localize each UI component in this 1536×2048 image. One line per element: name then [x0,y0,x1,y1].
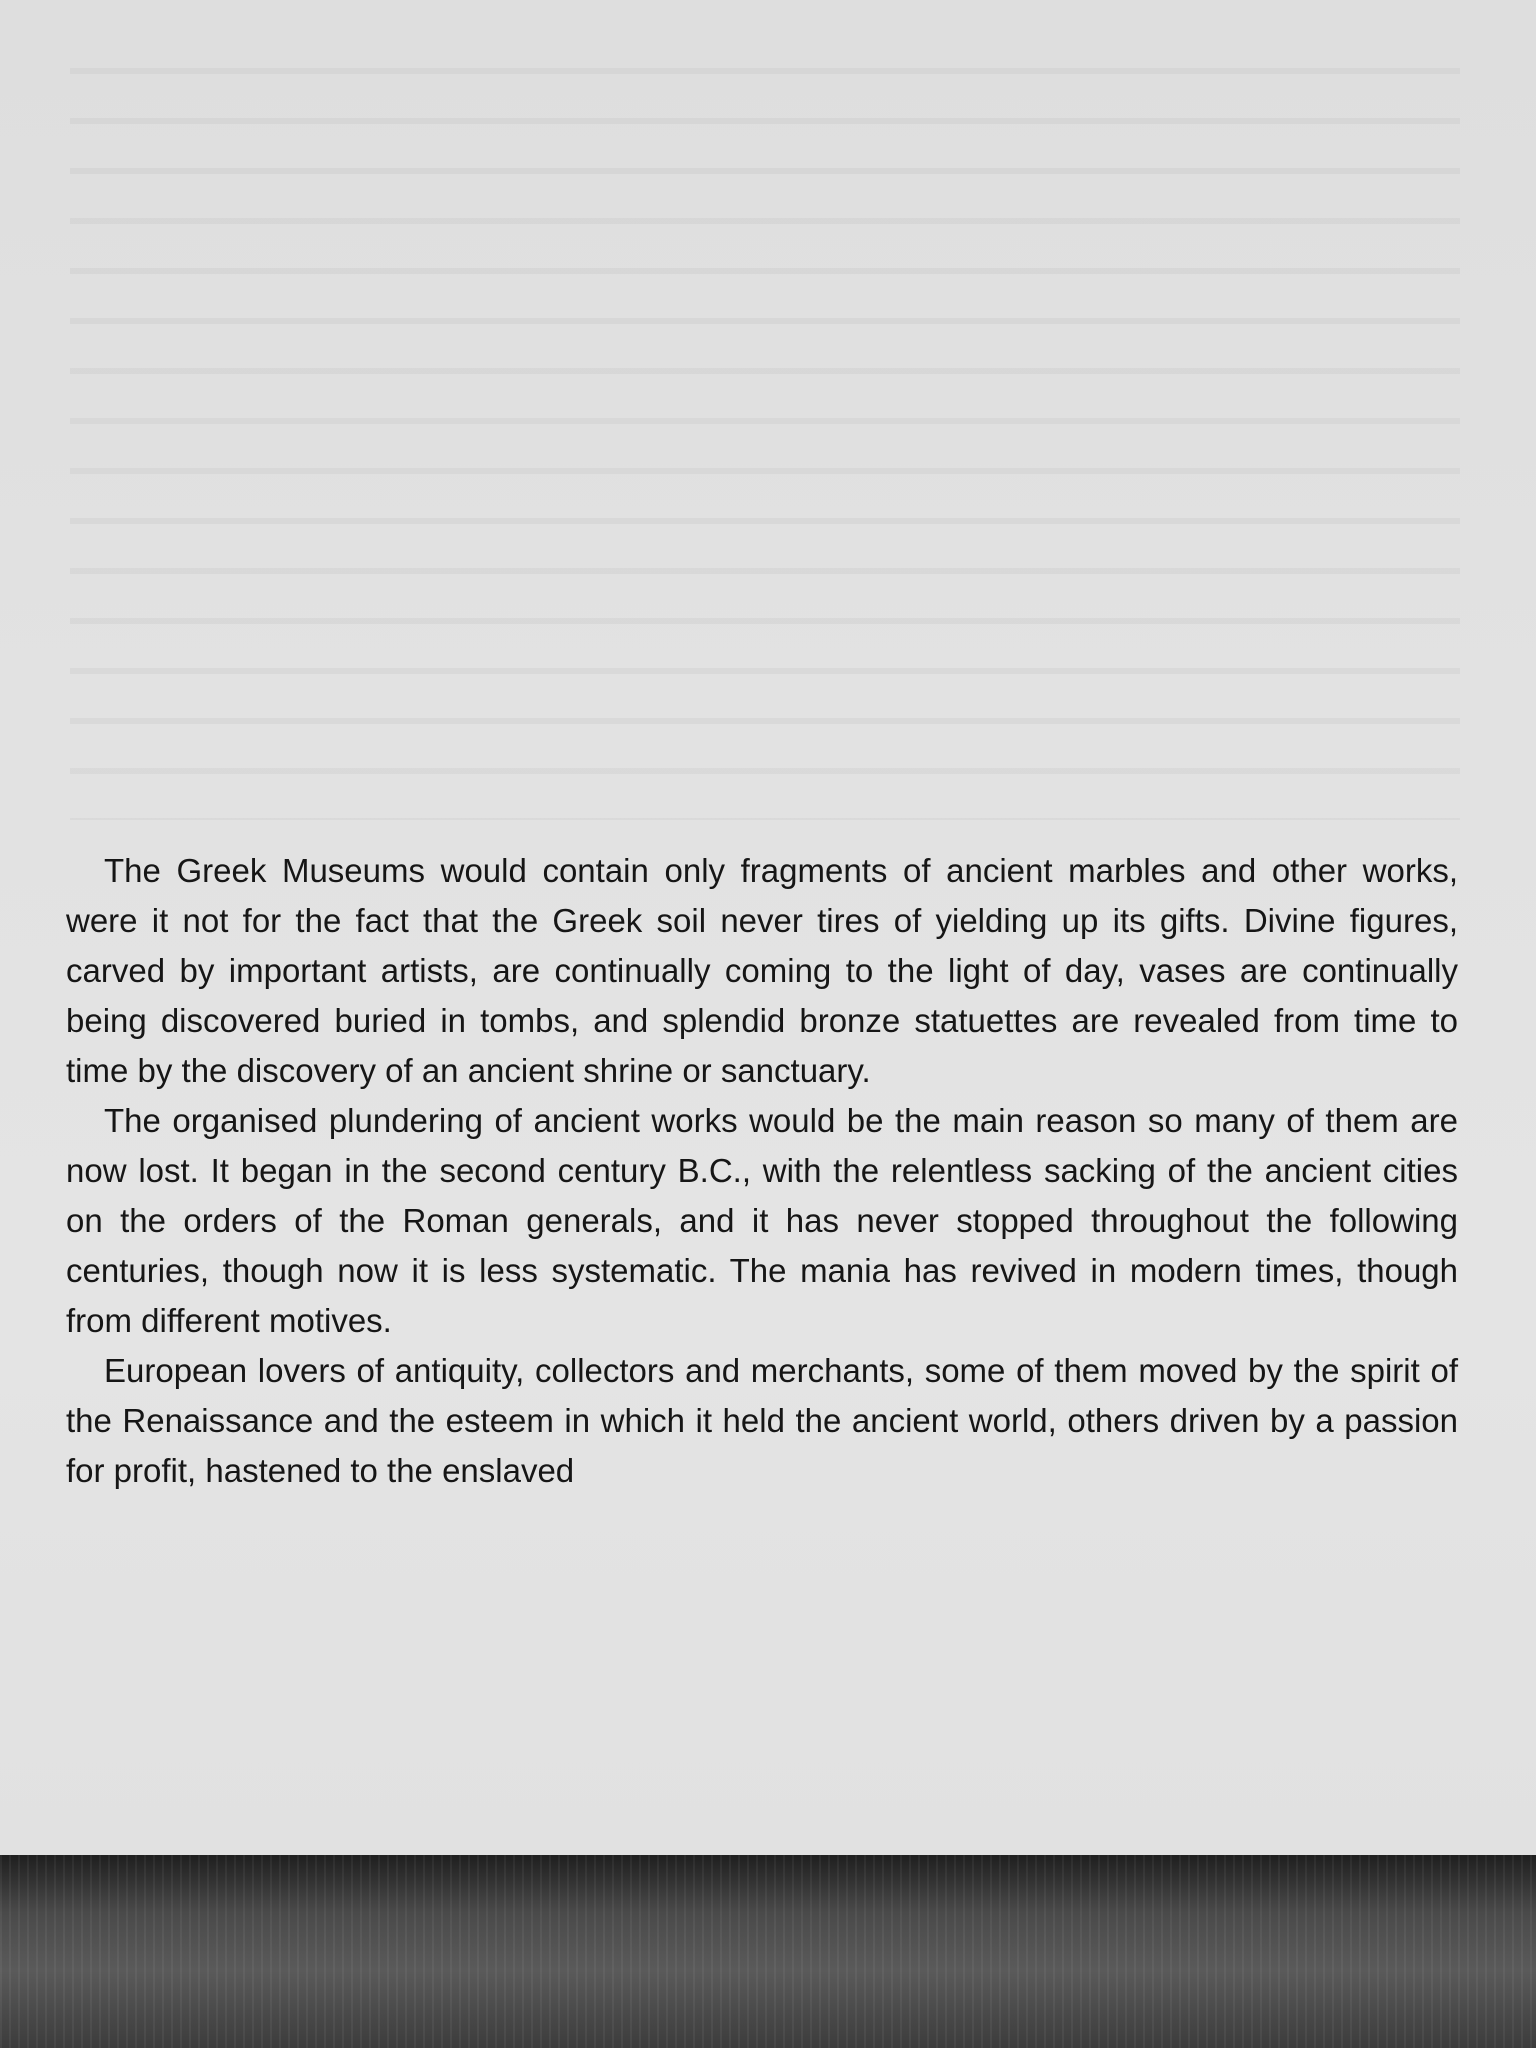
paragraph: European lovers of antiquity, collectors and merchants, some of them moved by the spirit of the Renaissance and the esteem in which it held the ancient world, others driven by a passion for profit, hastened to the enslaved [66,1352,1458,1489]
table-surface [0,1855,1536,2048]
show-through-text [70,40,1460,820]
paragraph: The organised plundering of ancient works would be the main reason so many of them are now lost. It began in the second century B.C., with the relentless sacking of the ancient cities on the orders of the Roman generals, and it has never stopped throughout the following centuries, though now it is less systematic. The mania has revived in modern times, though from different motives. [66,1102,1458,1339]
wood-grain [0,1855,1536,2048]
page-body-text [66,846,1458,1496]
paragraph: The Greek Museums would contain only fragments of ancient marbles and other works, were it not for the fact that the Greek soil never tires of yielding up its gifts. Divine figures, carved by important artists, are continually coming to the light of day, vases are continually being discovered buried in tombs, and splendid bronze statuettes are revealed from time to time by the discovery of an ancient shrine or sanctuary. [66,852,1458,1089]
